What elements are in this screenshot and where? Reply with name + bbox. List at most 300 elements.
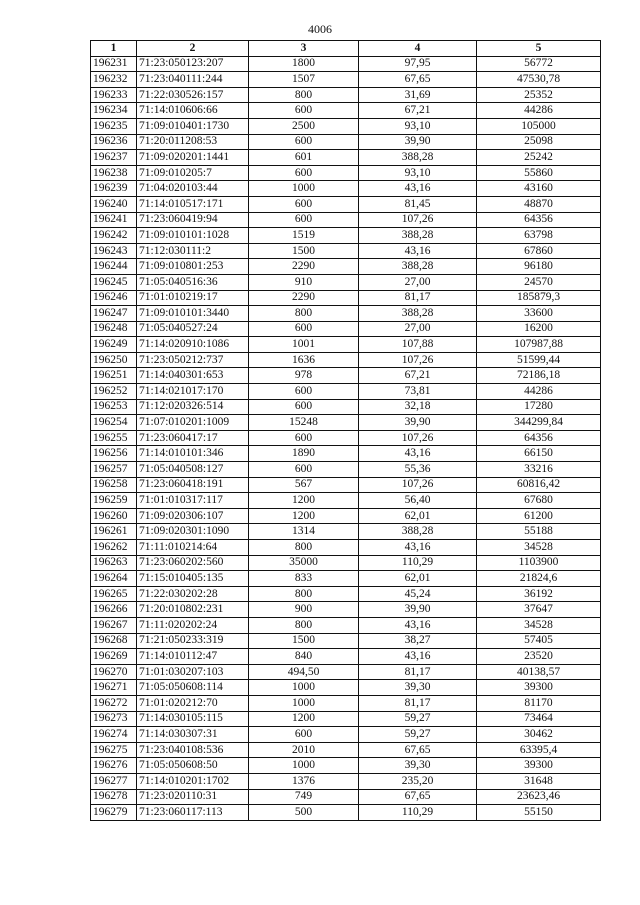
table-cell: 196259 [91,493,137,509]
table-cell: 17280 [477,399,601,415]
table-cell: 1000 [249,181,359,197]
table-row [91,212,601,228]
table-cell: 196250 [91,352,137,368]
table-cell: 388,28 [359,259,477,275]
table-cell: 107,26 [359,352,477,368]
table-cell: 71:23:060202:560 [137,555,249,571]
table-cell: 71:09:020301:1090 [137,524,249,540]
table-cell: 71:14:020910:1086 [137,337,249,353]
table-cell: 37647 [477,602,601,618]
table-row [91,758,601,774]
table-cell: 71:05:050608:114 [137,680,249,696]
table-row [91,399,601,415]
table-cell: 71:09:010401:1730 [137,118,249,134]
table-row [91,196,601,212]
table-cell: 81170 [477,695,601,711]
table-cell: 196254 [91,415,137,431]
table-cell: 71:23:060417:17 [137,430,249,446]
table-cell: 196277 [91,773,137,789]
table-row [91,571,601,587]
table-cell: 196274 [91,727,137,743]
table-cell: 196238 [91,165,137,181]
table-cell: 388,28 [359,228,477,244]
table-cell: 71:23:060117:113 [137,805,249,821]
table-cell: 1000 [249,695,359,711]
table-cell: 43,16 [359,181,477,197]
table-cell: 71:14:030105:115 [137,711,249,727]
table-row [91,56,601,72]
table-cell: 97,95 [359,56,477,72]
table-cell: 1376 [249,773,359,789]
table-cell: 61200 [477,508,601,524]
table-row [91,773,601,789]
table-row [91,415,601,431]
table-row [91,384,601,400]
table-row [91,306,601,322]
table-cell: 196279 [91,805,137,821]
table-cell: 71:20:010802:231 [137,602,249,618]
table-cell: 25242 [477,150,601,166]
table-row [91,430,601,446]
table-cell: 107,88 [359,337,477,353]
table-cell: 71:14:010112:47 [137,649,249,665]
table-row [91,274,601,290]
table-cell: 1314 [249,524,359,540]
data-table [90,40,601,821]
table-cell: 71:12:020326:514 [137,399,249,415]
table-cell: 1001 [249,337,359,353]
table-row [91,87,601,103]
table-row [91,524,601,540]
table-cell: 71:01:030207:103 [137,664,249,680]
table-cell: 93,10 [359,118,477,134]
table-cell: 1800 [249,56,359,72]
table-cell: 1200 [249,508,359,524]
table-cell: 196276 [91,758,137,774]
table-row [91,228,601,244]
table-cell: 55,36 [359,462,477,478]
table-cell: 34528 [477,617,601,633]
table-cell: 48870 [477,196,601,212]
table-cell: 196263 [91,555,137,571]
column-header: 4 [359,41,477,57]
table-row [91,462,601,478]
table-cell: 196271 [91,680,137,696]
table-cell: 800 [249,306,359,322]
table-row [91,477,601,493]
table-cell: 196241 [91,212,137,228]
table-cell: 43,16 [359,617,477,633]
table-cell: 71:11:010214:64 [137,540,249,556]
table-cell: 71:14:040301:653 [137,368,249,384]
table-cell: 81,17 [359,664,477,680]
table-cell: 31648 [477,773,601,789]
table-cell: 81,45 [359,196,477,212]
table-cell: 56772 [477,56,601,72]
table-cell: 47530,78 [477,72,601,88]
table-cell: 55188 [477,524,601,540]
table-cell: 196264 [91,571,137,587]
table-cell: 57405 [477,633,601,649]
table-cell: 71:22:030202:28 [137,586,249,602]
table-cell: 196242 [91,228,137,244]
table-row [91,805,601,821]
table-cell: 196235 [91,118,137,134]
table-cell: 196246 [91,290,137,306]
table-cell: 196240 [91,196,137,212]
table-cell: 40138,57 [477,664,601,680]
table-cell: 81,17 [359,290,477,306]
table-row [91,493,601,509]
table-cell: 800 [249,586,359,602]
table-row [91,742,601,758]
table-cell: 15248 [249,415,359,431]
table-cell: 105000 [477,118,601,134]
table-cell: 63395,4 [477,742,601,758]
table-cell: 81,17 [359,695,477,711]
table-cell: 66150 [477,446,601,462]
table-cell: 71:15:010405:135 [137,571,249,587]
table-cell: 21824,6 [477,571,601,587]
table-cell: 196258 [91,477,137,493]
table-row [91,103,601,119]
table-cell: 39300 [477,758,601,774]
table-cell: 71:14:030307:31 [137,727,249,743]
table-cell: 67,65 [359,742,477,758]
table-cell: 71:23:040111:244 [137,72,249,88]
table-cell: 600 [249,134,359,150]
table-cell: 1507 [249,72,359,88]
table-cell: 494,50 [249,664,359,680]
table-cell: 71:09:010101:1028 [137,228,249,244]
table-cell: 93,10 [359,165,477,181]
table-cell: 51599,44 [477,352,601,368]
table-cell: 71:14:010101:346 [137,446,249,462]
table-cell: 196275 [91,742,137,758]
table-cell: 196245 [91,274,137,290]
table-cell: 55860 [477,165,601,181]
table-cell: 196252 [91,384,137,400]
table-cell: 196255 [91,430,137,446]
table-cell: 196261 [91,524,137,540]
table-row [91,134,601,150]
table-cell: 196270 [91,664,137,680]
table-cell: 800 [249,87,359,103]
table-row [91,508,601,524]
table-cell: 600 [249,430,359,446]
table-cell: 25352 [477,87,601,103]
table-row [91,695,601,711]
table-cell: 63798 [477,228,601,244]
table-cell: 196266 [91,602,137,618]
table-cell: 33600 [477,306,601,322]
table-cell: 67,65 [359,72,477,88]
table-cell: 196265 [91,586,137,602]
table-cell: 978 [249,368,359,384]
table-cell: 1636 [249,352,359,368]
table-row [91,586,601,602]
table-cell: 71:09:020306:107 [137,508,249,524]
table-cell: 30462 [477,727,601,743]
table-cell: 1000 [249,758,359,774]
table-cell: 71:23:050212:737 [137,352,249,368]
table-cell: 71:11:020202:24 [137,617,249,633]
table-cell: 23520 [477,649,601,665]
table-row [91,649,601,665]
table-row [91,555,601,571]
table-cell: 71:20:011208:53 [137,134,249,150]
table-cell: 600 [249,103,359,119]
table-cell: 55150 [477,805,601,821]
table-row [91,321,601,337]
table-cell: 71:04:020103:44 [137,181,249,197]
table-cell: 71:09:010205:7 [137,165,249,181]
table-cell: 71:14:010201:1702 [137,773,249,789]
table-cell: 45,24 [359,586,477,602]
table-cell: 31,69 [359,87,477,103]
table-cell: 38,27 [359,633,477,649]
table-cell: 71:14:021017:170 [137,384,249,400]
table-cell: 71:09:010101:3440 [137,306,249,322]
table-cell: 64356 [477,212,601,228]
table-row [91,617,601,633]
table-cell: 39300 [477,680,601,696]
table-row [91,352,601,368]
table-cell: 71:05:040508:127 [137,462,249,478]
table-cell: 1000 [249,680,359,696]
table-cell: 67680 [477,493,601,509]
table-row [91,290,601,306]
table-cell: 1519 [249,228,359,244]
table-cell: 196236 [91,134,137,150]
table-cell: 2290 [249,259,359,275]
table-cell: 196244 [91,259,137,275]
header-row [91,41,601,57]
table-cell: 749 [249,789,359,805]
table-cell: 1890 [249,446,359,462]
table-row [91,259,601,275]
table-cell: 34528 [477,540,601,556]
table-cell: 1103900 [477,555,601,571]
table-row [91,118,601,134]
table-cell: 71:05:040516:36 [137,274,249,290]
table-cell: 196248 [91,321,137,337]
table-cell: 71:01:010317:117 [137,493,249,509]
table-cell: 2290 [249,290,359,306]
table-row [91,711,601,727]
table-cell: 600 [249,196,359,212]
table-body [91,56,601,820]
table-row [91,150,601,166]
table-cell: 800 [249,540,359,556]
table-cell: 43,16 [359,446,477,462]
table-cell: 64356 [477,430,601,446]
table-cell: 840 [249,649,359,665]
table-cell: 196268 [91,633,137,649]
table-cell: 107,26 [359,477,477,493]
table-cell: 196234 [91,103,137,119]
table-cell: 2010 [249,742,359,758]
table-cell: 196256 [91,446,137,462]
table-cell: 107987,88 [477,337,601,353]
table-cell: 32,18 [359,399,477,415]
table-cell: 196273 [91,711,137,727]
table-cell: 196231 [91,56,137,72]
table-cell: 62,01 [359,508,477,524]
table-cell: 107,26 [359,430,477,446]
table-cell: 196232 [91,72,137,88]
table-row [91,243,601,259]
table-cell: 196269 [91,649,137,665]
table-cell: 110,29 [359,805,477,821]
table-row [91,540,601,556]
table-cell: 96180 [477,259,601,275]
table-cell: 67,21 [359,103,477,119]
table-cell: 27,00 [359,274,477,290]
table-row [91,337,601,353]
table-cell: 71:14:010517:171 [137,196,249,212]
table-cell: 196257 [91,462,137,478]
table-row [91,368,601,384]
table-cell: 600 [249,399,359,415]
table-row [91,72,601,88]
column-header: 1 [91,41,137,57]
table-cell: 600 [249,321,359,337]
table-cell: 73464 [477,711,601,727]
page-number: 4006 [308,22,332,36]
column-header: 3 [249,41,359,57]
table-cell: 62,01 [359,571,477,587]
table-cell: 600 [249,384,359,400]
table-cell: 910 [249,274,359,290]
table-cell: 107,26 [359,212,477,228]
table-cell: 600 [249,165,359,181]
table-cell: 567 [249,477,359,493]
table-cell: 39,30 [359,758,477,774]
table-cell: 71:23:020110:31 [137,789,249,805]
table-cell: 23623,46 [477,789,601,805]
table-row [91,165,601,181]
table-cell: 60816,42 [477,477,601,493]
table-cell: 44286 [477,384,601,400]
table-cell: 16200 [477,321,601,337]
table-cell: 500 [249,805,359,821]
table-row [91,789,601,805]
table-cell: 72186,18 [477,368,601,384]
table-cell: 43,16 [359,540,477,556]
table-cell: 833 [249,571,359,587]
table-cell: 196249 [91,337,137,353]
table-cell: 67,65 [359,789,477,805]
table-cell: 71:23:060419:94 [137,212,249,228]
table-cell: 196253 [91,399,137,415]
table-cell: 35000 [249,555,359,571]
table-cell: 71:14:010606:66 [137,103,249,119]
table-cell: 67860 [477,243,601,259]
table-cell: 196243 [91,243,137,259]
table-cell: 600 [249,462,359,478]
table-cell: 39,90 [359,415,477,431]
table-cell: 600 [249,727,359,743]
table-cell: 196237 [91,150,137,166]
table-cell: 71:05:040527:24 [137,321,249,337]
table-cell: 600 [249,212,359,228]
table-cell: 43,16 [359,243,477,259]
table-cell: 71:23:060418:191 [137,477,249,493]
table-cell: 71:05:050608:50 [137,758,249,774]
table-cell: 56,40 [359,493,477,509]
table-cell: 1500 [249,633,359,649]
table-row [91,680,601,696]
table-cell: 110,29 [359,555,477,571]
table-cell: 24570 [477,274,601,290]
table-cell: 71:23:040108:536 [137,742,249,758]
table-row [91,446,601,462]
table-cell: 196247 [91,306,137,322]
table-cell: 59,27 [359,711,477,727]
table-row [91,664,601,680]
table-cell: 71:12:030111:2 [137,243,249,259]
table-cell: 43160 [477,181,601,197]
table-row [91,181,601,197]
table-cell: 2500 [249,118,359,134]
table-cell: 71:01:020212:70 [137,695,249,711]
table-cell: 33216 [477,462,601,478]
table-cell: 27,00 [359,321,477,337]
table-cell: 71:21:050233:319 [137,633,249,649]
table-row [91,633,601,649]
table-cell: 800 [249,617,359,633]
table-cell: 388,28 [359,150,477,166]
table-cell: 196278 [91,789,137,805]
table-cell: 36192 [477,586,601,602]
table-cell: 344299,84 [477,415,601,431]
table-cell: 388,28 [359,306,477,322]
table-cell: 196251 [91,368,137,384]
table-cell: 388,28 [359,524,477,540]
table-cell: 73,81 [359,384,477,400]
table-cell: 71:09:020201:1441 [137,150,249,166]
table-cell: 1500 [249,243,359,259]
table-cell: 71:23:050123:207 [137,56,249,72]
table-cell: 196262 [91,540,137,556]
table-row [91,602,601,618]
table-cell: 235,20 [359,773,477,789]
column-header: 5 [477,41,601,57]
table-row [91,727,601,743]
column-header: 2 [137,41,249,57]
table-cell: 43,16 [359,649,477,665]
table-cell: 25098 [477,134,601,150]
table-cell: 71:07:010201:1009 [137,415,249,431]
table-cell: 196233 [91,87,137,103]
table-cell: 39,90 [359,602,477,618]
table-cell: 71:01:010219:17 [137,290,249,306]
table-cell: 71:09:010801:253 [137,259,249,275]
table-cell: 900 [249,602,359,618]
table-cell: 39,90 [359,134,477,150]
table-cell: 39,30 [359,680,477,696]
table-cell: 44286 [477,103,601,119]
table-cell: 1200 [249,711,359,727]
table-cell: 1200 [249,493,359,509]
table-cell: 196260 [91,508,137,524]
table-cell: 196272 [91,695,137,711]
table-cell: 601 [249,150,359,166]
table-cell: 71:22:030526:157 [137,87,249,103]
table-cell: 196239 [91,181,137,197]
table-cell: 185879,3 [477,290,601,306]
